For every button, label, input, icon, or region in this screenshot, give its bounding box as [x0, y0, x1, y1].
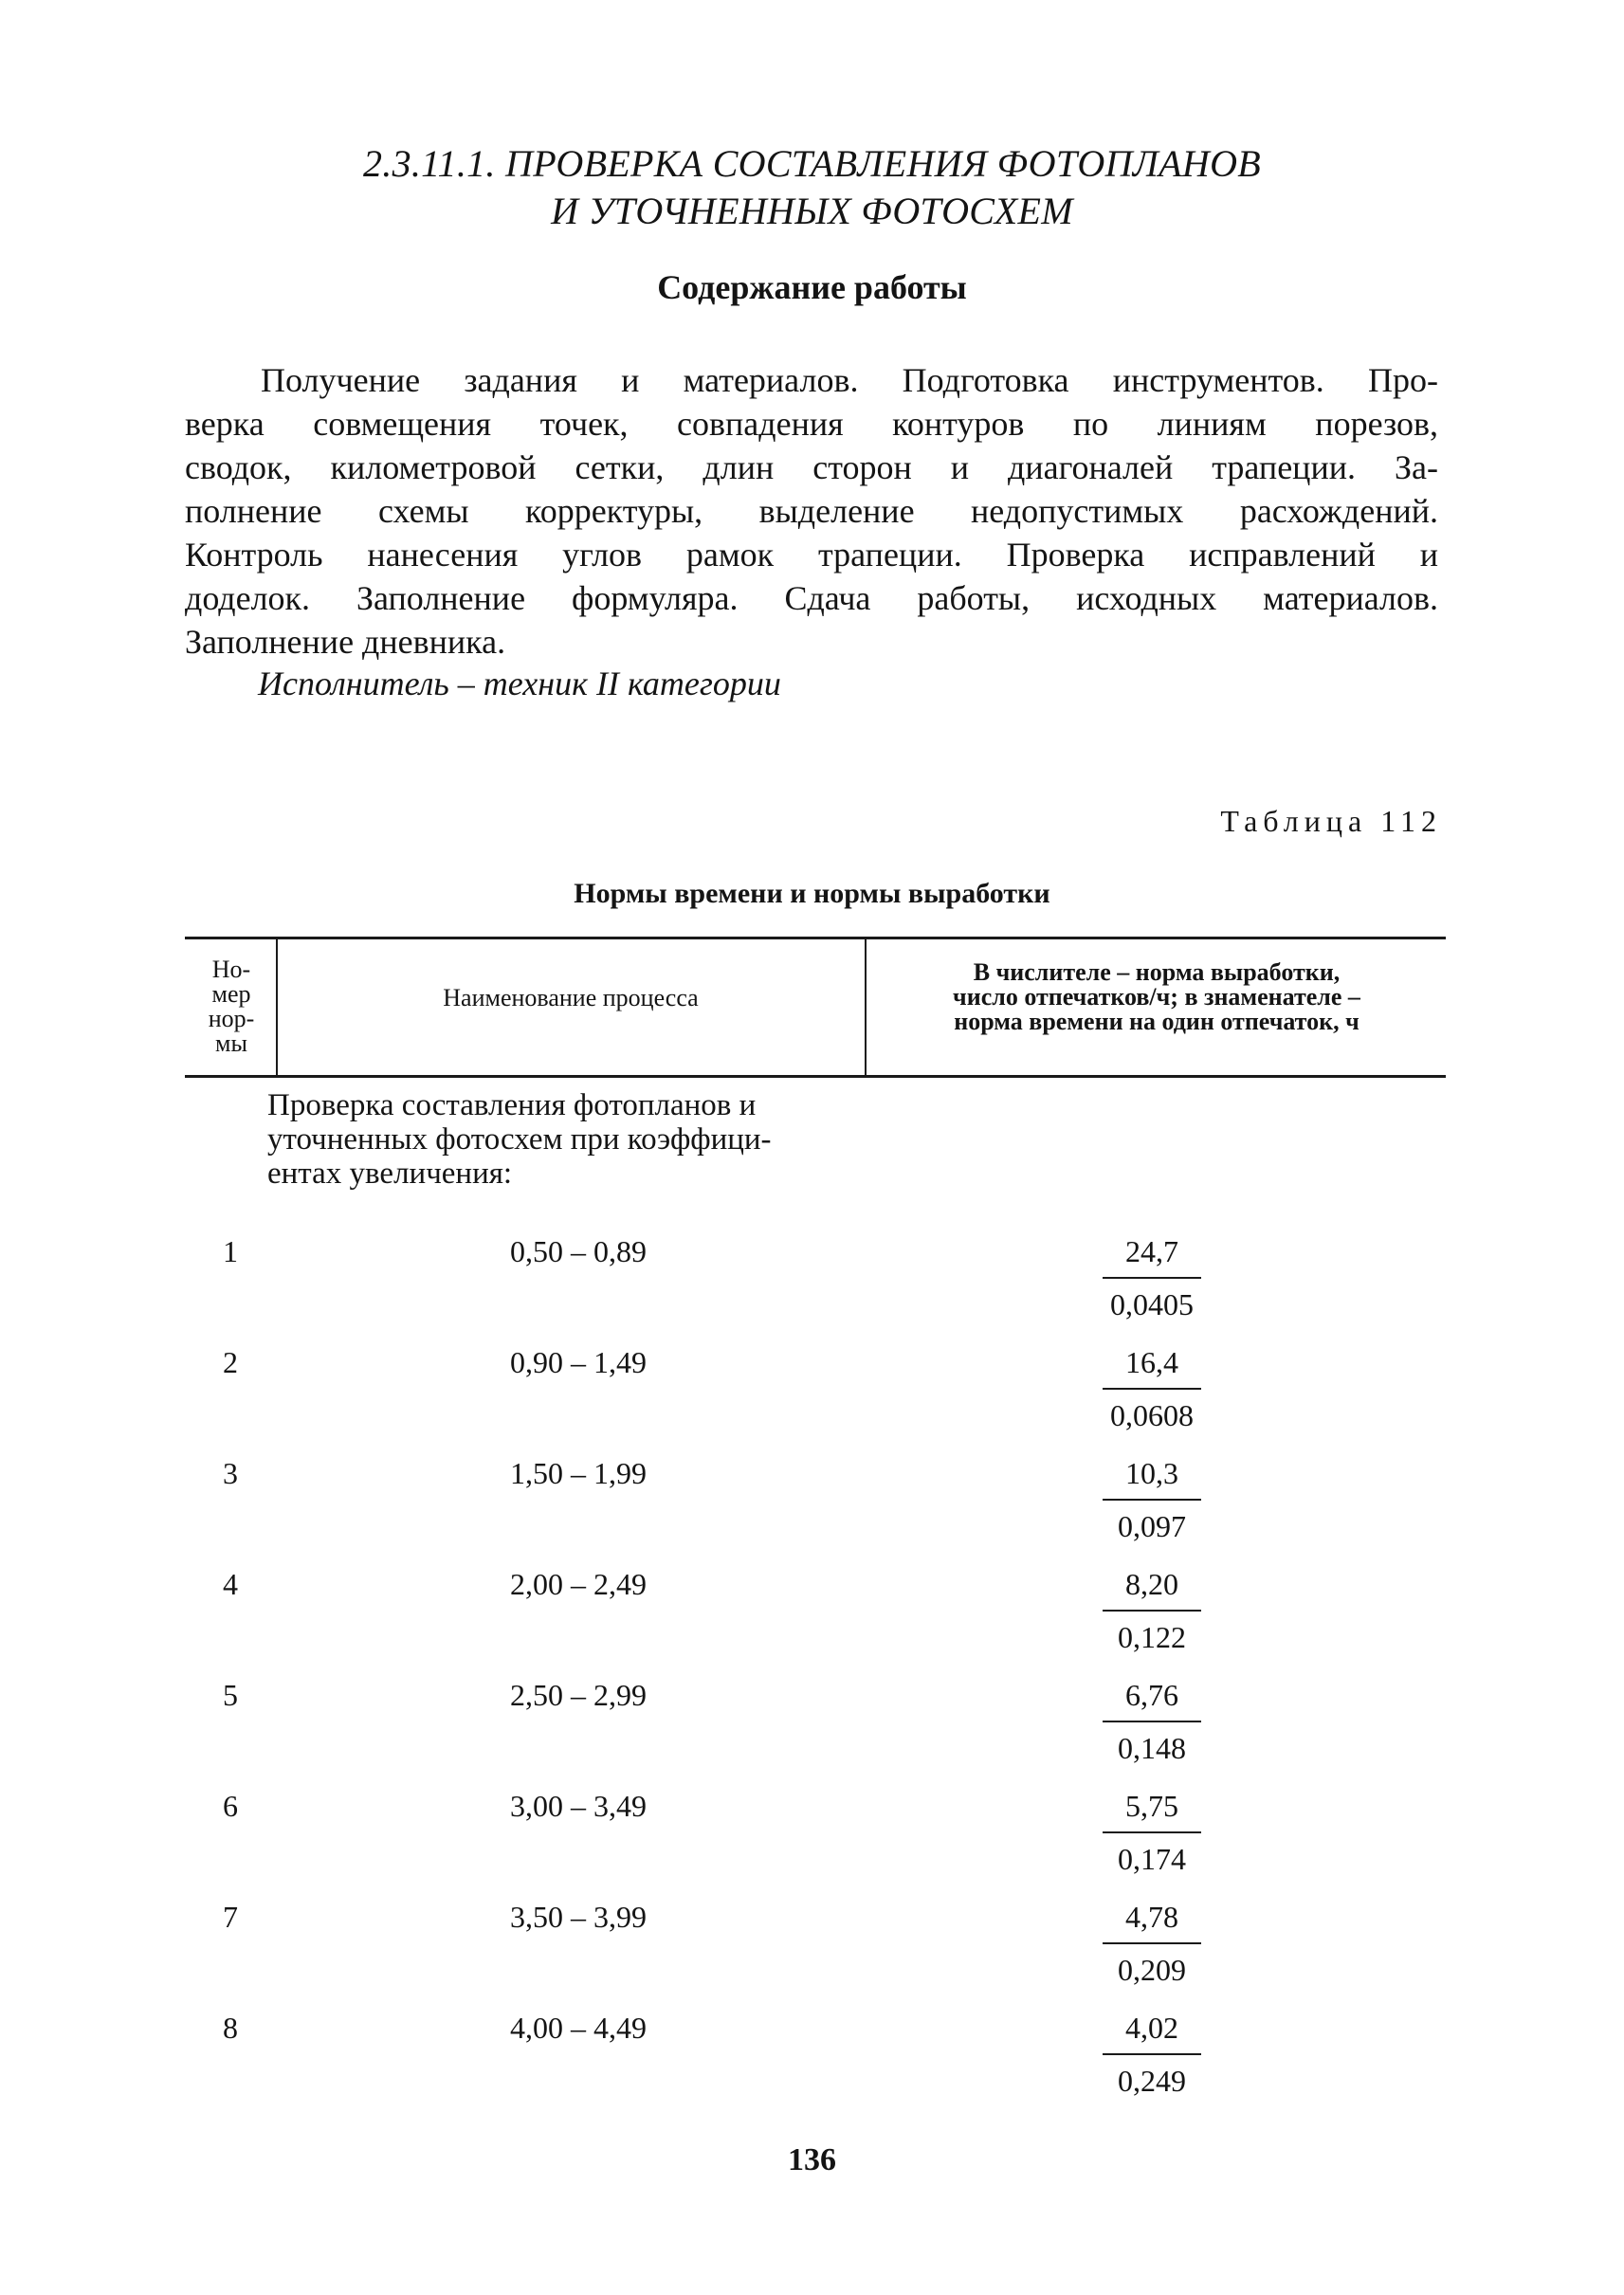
row-denominator: 0,097 — [1118, 1509, 1186, 1543]
row-denominator: 0,148 — [1118, 1731, 1186, 1765]
header-norms-line: норма времени на один отпечаток, ч — [954, 1008, 1359, 1035]
table-top-rule — [185, 937, 1446, 939]
row-range: 0,90 – 1,49 — [510, 1345, 647, 1379]
row-denominator: 0,0608 — [1110, 1398, 1194, 1432]
row-numerator: 24,7 — [1125, 1234, 1178, 1268]
fraction-bar — [1103, 1942, 1201, 1944]
table-number: Таблица 112 — [1220, 804, 1442, 838]
header-norm-number-line: нор- — [208, 1005, 255, 1032]
row-denominator: 0,0405 — [1110, 1287, 1194, 1321]
row-number: 7 — [223, 1900, 238, 1934]
header-norm-number — [188, 957, 275, 1056]
header-norms — [868, 960, 1445, 1034]
row-numerator: 16,4 — [1125, 1345, 1178, 1379]
content-heading: Содержание работы — [657, 268, 967, 306]
fraction-bar — [1103, 1277, 1201, 1279]
header-norms-line: В числителе – норма выработки, — [973, 958, 1341, 986]
table-col-divider-2 — [865, 938, 867, 1075]
table-col-divider-1 — [276, 938, 278, 1075]
row-denominator: 0,209 — [1118, 1953, 1186, 1987]
table-header-bottom-rule — [185, 1075, 1446, 1078]
row-number: 2 — [223, 1345, 238, 1379]
row-number: 4 — [223, 1567, 238, 1601]
paragraph-line: Контроль нанесения углов рамок трапеции. Проверка исправлений и — [185, 536, 1438, 574]
header-process-name: Наименование процесса — [443, 984, 699, 1011]
paragraph-line: Получение задания и материалов. Подготовка инструментов. Про- — [261, 361, 1438, 399]
row-number: 8 — [223, 2011, 238, 2045]
process-group-label-line: ентах увеличения: — [267, 1157, 513, 1191]
row-numerator: 4,02 — [1125, 2011, 1178, 2045]
paragraph-line: сводок, километровой сетки, длин сторон и диагоналей трапеции. За- — [185, 448, 1438, 486]
row-range: 4,00 – 4,49 — [510, 2011, 647, 2045]
row-range: 3,50 – 3,99 — [510, 1900, 647, 1934]
table-title: Нормы времени и нормы выработки — [574, 878, 1050, 909]
row-denominator: 0,249 — [1118, 2064, 1186, 2098]
process-group-label-line: Проверка составления фотопланов и — [267, 1088, 757, 1122]
paragraph-line: Заполнение дневника. — [185, 623, 506, 661]
row-denominator: 0,174 — [1118, 1842, 1186, 1876]
header-norm-number-line: мы — [215, 1029, 247, 1057]
row-range: 1,50 – 1,99 — [510, 1456, 647, 1490]
row-numerator: 10,3 — [1125, 1456, 1178, 1490]
paragraph-line: верка совмещения точек, совпадения контуров по линиям порезов, — [185, 405, 1438, 443]
row-number: 3 — [223, 1456, 238, 1490]
section-title-line-2: И УТОЧНЕННЫХ ФОТОСХЕМ — [551, 190, 1073, 232]
paragraph-line: полнение схемы корректуры, выделение недопустимых расхождений. — [185, 492, 1438, 530]
paragraph-line: доделок. Заполнение формуляра. Сдача работы, исходных материалов. — [185, 579, 1438, 617]
row-denominator: 0,122 — [1118, 1620, 1186, 1654]
fraction-bar — [1103, 1388, 1201, 1390]
row-range: 2,00 – 2,49 — [510, 1567, 647, 1601]
work-content-paragraph — [185, 358, 1438, 664]
fraction-bar — [1103, 1831, 1201, 1833]
fraction-bar — [1103, 1499, 1201, 1501]
row-range: 2,50 – 2,99 — [510, 1678, 647, 1712]
header-norm-number-line: Но- — [211, 956, 251, 983]
row-numerator: 4,78 — [1125, 1900, 1178, 1934]
executor-line: Исполнитель – техник II категории — [258, 665, 781, 702]
header-norms-line: число отпечатков/ч; в знаменателе – — [953, 983, 1360, 1011]
page-number: 136 — [788, 2142, 836, 2177]
fraction-bar — [1103, 2053, 1201, 2055]
row-number: 1 — [223, 1234, 238, 1268]
section-title-line-1: 2.3.11.1. ПРОВЕРКА СОСТАВЛЕНИЯ ФОТОПЛАНОВ — [362, 142, 1262, 185]
row-numerator: 5,75 — [1125, 1789, 1178, 1823]
header-norm-number-line: мер — [211, 980, 251, 1008]
row-numerator: 6,76 — [1125, 1678, 1178, 1712]
fraction-bar — [1103, 1721, 1201, 1722]
row-range: 3,00 – 3,49 — [510, 1789, 647, 1823]
row-numerator: 8,20 — [1125, 1567, 1178, 1601]
process-group-label — [267, 1088, 855, 1191]
row-number: 6 — [223, 1789, 238, 1823]
fraction-bar — [1103, 1610, 1201, 1612]
row-range: 0,50 – 0,89 — [510, 1234, 647, 1268]
row-number: 5 — [223, 1678, 238, 1712]
process-group-label-line: уточненных фотосхем при коэффици- — [267, 1122, 772, 1157]
